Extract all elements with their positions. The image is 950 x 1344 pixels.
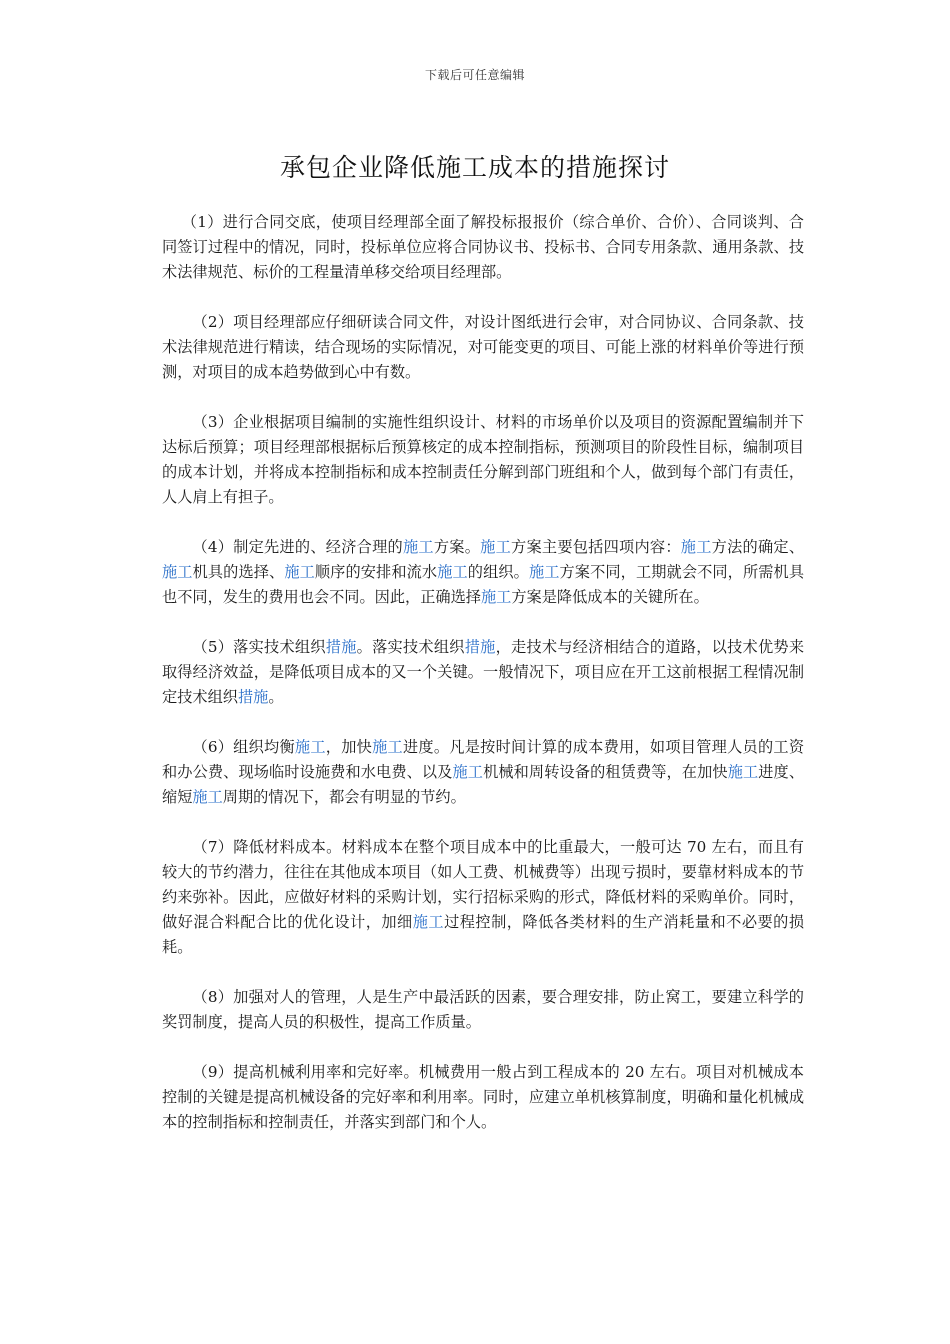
document-body [162,210,804,1160]
inline-link[interactable]: 施工 [294,738,326,756]
paragraph-5 [162,635,804,710]
paragraph-text: 的组织。 [467,563,529,581]
inline-link[interactable]: 措施 [325,638,357,656]
paragraph-text: 。 [268,688,284,706]
paragraph-text: 方案。 [433,538,481,556]
paragraph-text: （9）提高机械利用率和完好率。机械费用一般占到工程成本的 20 左右。项目对机械成本控制的关键是提高机械设备的完好率和利用率。同时，应建立单机核算制度，明确和量化机械成本的控制指标和控制责任，并落实到部门和个人。 [162,1063,804,1131]
paragraph-text: （8）加强对人的管理，人是生产中最活跃的因素，要合理安排，防止窝工，要建立科学的奖罚制度，提高人员的积极性，提高工作质量。 [162,988,804,1031]
header-note: 下载后可任意编辑 [424,68,525,82]
paragraph-text: （7）降低材料成本。材料成本在整个项目成本中的比重最大，一般可达 70 左右，而且有较大的节约潜力，往往在其他成本项目（如人工费、机械费等）出现亏损时，要靠材料成本的节约来弥补。因此，应做好材料的采购计划，实行招标采购的形式，降低材料的采购单价。同时，做好混合料配合比的优化设计，加细 [162,838,804,931]
paragraph-6 [162,735,804,810]
paragraph-text: （6）组织均衡 [192,738,295,756]
paragraph-text: 。落实技术组织 [356,638,465,656]
inline-link[interactable]: 施工 [727,763,759,781]
inline-link[interactable]: 措施 [464,638,496,656]
paragraph-text: （1）进行合同交底，使项目经理部全面了解投标报报价（综合单价、合价）、合同谈判、合同签订过程中的情况，同时，投标单位应将合同协议书、投标书、合同专用条款、通用条款、技术法律规范、标价的工程量清单移交给项目经理部。 [162,213,804,281]
paragraph-text: 进度、缩短 [162,763,805,806]
paragraph-text: （4）制定先进的、经济合理的 [192,538,403,556]
paragraph-text: 周期的情况下，都会有明显的节约。 [222,788,466,806]
paragraph-text: 机具的选择、 [192,563,285,581]
inline-link[interactable]: 施工 [480,588,512,606]
paragraph-3 [162,410,804,510]
paragraph-text: 进度。凡是按时间计算的成本费用，如项目管理人员的工资和办公费、现场临时设施费和水电费、以及 [162,738,805,781]
paragraph-8 [162,985,804,1035]
paragraph-text: 方案是降低成本的关键所在。 [511,588,709,606]
inline-link[interactable]: 施工 [192,788,223,806]
paragraph-1 [162,210,804,285]
paragraph-4 [162,535,804,610]
inline-link[interactable]: 施工 [402,538,434,556]
inline-link[interactable]: 施工 [412,913,445,931]
document-title: 承包企业降低施工成本的措施探讨 [279,153,670,182]
paragraph-text: （5）落实技术组织 [192,638,326,656]
paragraph-text: ，加快 [325,738,373,756]
paragraph-text: 方法的确定、 [711,538,805,556]
inline-link[interactable]: 施工 [452,763,484,781]
paragraph-7 [162,835,804,960]
inline-link[interactable]: 施工 [284,563,315,581]
paragraph-text: 过程控制，降低各类材料的生产消耗量和不必要的损耗。 [162,913,805,956]
inline-link[interactable]: 措施 [237,688,269,706]
inline-link[interactable]: 施工 [372,738,403,756]
paragraph-9 [162,1060,804,1135]
paragraph-text: 顺序的安排和流水 [314,563,438,581]
paragraph-text: 机械和周转设备的租赁费等，在加快 [483,763,728,781]
paragraph-text: 方案主要包括四项内容： [511,538,681,556]
paragraph-text: ，走技术与经济相结合的道路，以技术优势来取得经济效益，是降低项目成本的又一个关键。一般情况下，项目应在开工这前根据工程情况制定技术组织 [162,638,805,706]
inline-link[interactable]: 施工 [528,563,560,581]
inline-link[interactable]: 施工 [680,538,712,556]
paragraph-text: 方案不同，工期就会不同，所需机具也不同，发生的费用也会不同。因此，正确选择 [162,563,805,606]
inline-link[interactable]: 施工 [480,538,512,556]
inline-link[interactable]: 施工 [162,563,193,581]
paragraph-text: （2）项目经理部应仔细研读合同文件，对设计图纸进行会审，对合同协议、合同条款、技术法律规范进行精读，结合现场的实际情况，对可能变更的项目、可能上涨的材料单价等进行预测，对项目的成本趋势做到心中有数。 [162,313,804,381]
inline-link[interactable]: 施工 [437,563,468,581]
paragraph-text: （3）企业根据项目编制的实施性组织设计、材料的市场单价以及项目的资源配置编制并下达标后预算；项目经理部根据标后预算核定的成本控制指标，预测项目的阶段性目标，编制项目的成本计划，并将成本控制指标和成本控制责任分解到部门班组和个人，做到每个部门有责任，人人肩上有担子。 [162,413,804,506]
paragraph-2 [162,310,804,385]
